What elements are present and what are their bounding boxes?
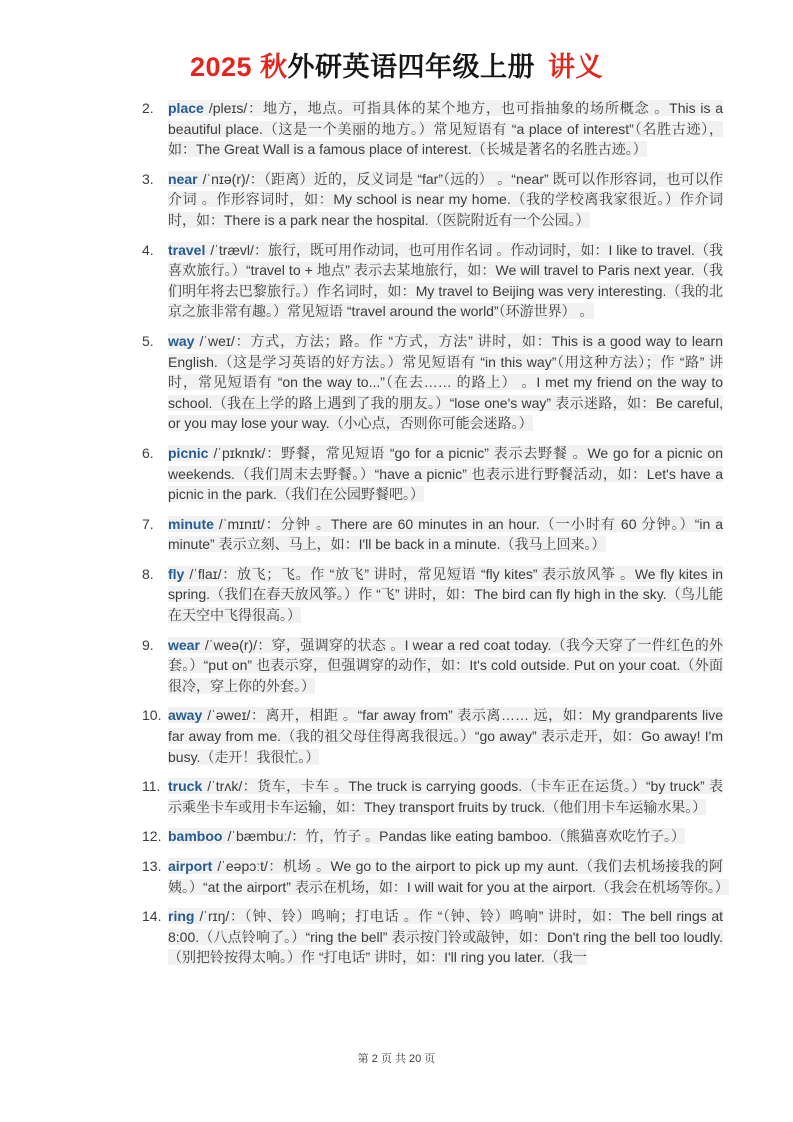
vocab-entry-away	[142, 705, 723, 767]
entry-phonetic: /ˈweə(r)/	[204, 636, 258, 653]
entry-phonetic: /pleɪs/	[208, 100, 248, 116]
vocab-entry-travel	[142, 240, 723, 322]
entry-text: ：（距离）近的，反义词是 “far”（远的） 。“near” 既可以作形容词，也可以作介词 。作形容词时，如：My school is near my home.（我的学校离我家很近。）作介词时，如：There is a park near the hospital.（医院附近有一个公园。）	[168, 170, 723, 228]
entry-word: minute	[168, 515, 214, 532]
entry-word: truck	[168, 778, 203, 795]
vocab-entry-minute	[142, 514, 723, 555]
entry-paragraph	[168, 826, 723, 847]
vocab-entry-picnic	[142, 443, 723, 505]
entry-word: wear	[168, 636, 200, 653]
entry-number: 4.	[142, 241, 154, 258]
entry-word: way	[168, 332, 195, 349]
entry-word: place	[168, 100, 204, 116]
entry-paragraph	[168, 331, 723, 434]
entry-word: fly	[168, 565, 185, 582]
entry-number: 6.	[142, 444, 154, 461]
entry-paragraph	[168, 776, 723, 817]
entry-word: away	[168, 707, 203, 724]
entry-phonetic: /ˈflaɪ/	[189, 565, 222, 582]
vocab-entry-airport	[142, 856, 729, 897]
entry-number: 3.	[142, 170, 154, 187]
entry-phonetic: /ˈtrævl/	[210, 241, 254, 258]
entry-word: travel	[168, 241, 206, 258]
entry-paragraph	[168, 169, 723, 231]
entry-phonetic: /ˈrɪŋ/	[199, 908, 230, 925]
vocab-entry-place	[142, 98, 723, 160]
entry-word: bamboo	[168, 828, 223, 845]
entry-phonetic: /ˈnɪə(r)/	[202, 170, 250, 187]
vocab-entry-wear	[142, 635, 723, 697]
entry-text: ：离开，相距 。“far away from” 表示离…… 远，如：My grandparents live far away from me.（我的祖父母住得离我很远。）“go away” 表示走开，如：Go away! I'm busy.（走开！我很忙。）	[168, 707, 723, 765]
vocab-entry-truck	[142, 776, 723, 817]
vocab-entry-fly	[142, 564, 723, 626]
entry-word: near	[168, 170, 198, 187]
title-course-name: 外研英语四年级上册	[287, 52, 536, 82]
entry-word: airport	[168, 858, 213, 874]
entry-number: 11.	[142, 778, 161, 795]
entry-text: ：旅行，既可用作动词，也可用作名词 。作动词时，如：I like to travel.（我喜欢旅行。）“travel to + 地点” 表示去某地旅行，如：We will travel to Paris next year.（我们明年将去巴黎旅行。）作名词时，如：My travel to Beijing was very interesting.（我的北京之旅非常有趣。）常见短语 “travel around the world”（环游世界） 。	[168, 241, 723, 320]
entry-phonetic: /ˈəweɪ/	[207, 707, 251, 724]
entry-text: ：竹，竹子 。Pandas like eating bamboo.（熊猫喜欢吃竹子。）	[291, 828, 685, 845]
entry-paragraph	[168, 98, 723, 160]
entry-number: 5.	[142, 332, 154, 349]
vocab-list	[0, 98, 793, 968]
entry-paragraph	[168, 856, 729, 897]
vocab-entry-near	[142, 169, 723, 231]
entry-number: 8.	[142, 565, 154, 582]
entry-text: ：机场 。We go to the airport to pick up my aunt.（我们去机场接我的阿姨。）“at the airport” 表示在机场，如：I will wait for you at the airport.（我会在机场等你。）	[168, 858, 729, 895]
entry-phonetic: /ˈmɪnɪt/	[218, 515, 265, 532]
entry-text: ：地方，地点。可指具体的某个地方，也可指抽象的场所概念 。This is a beautiful place.（这是一个美丽的地方。）常见短语有 “a place of interest”（名胜古迹），如：The Great Wall is a famous place of interest.（长城是著名的名胜古迹。）	[168, 100, 723, 158]
entry-text: ：穿，强调穿的状态 。I wear a red coat today.（我今天穿了一件红色的外套。）“put on” 也表示穿，但强调穿的动作，如：It's cold outside. Put on your coat.（外面很冷，穿上你的外套。）	[168, 636, 723, 694]
vocab-entry-ring	[142, 906, 723, 968]
entry-text: ：方式，方法；路。作 “方式，方法” 讲时，如：This is a good way to learn English.（这是学习英语的好方法。）常见短语有 “in this way”（用这种方法）；作 “路” 讲时，常见短语有 “on the way to...”（在去…… 的路上） 。I met my friend on the way to school.（我在上学的路上遇到了我的朋友。）“lose one's way” 表示迷路，如：Be careful, or you may lose your way.（小心点，否则你可能会迷路。）	[168, 332, 723, 432]
entry-number: 2.	[142, 100, 154, 116]
entry-number: 7.	[142, 515, 154, 532]
entry-paragraph	[168, 705, 723, 767]
entry-word: ring	[168, 908, 195, 925]
title-year-season: 2025 秋	[189, 52, 288, 82]
entry-number: 12.	[142, 828, 162, 845]
page-title	[0, 0, 793, 84]
entry-number: 10.	[142, 707, 162, 724]
entry-phonetic: /ˈbæmbuː/	[227, 828, 292, 845]
entry-text: ：野餐，常见短语 “go for a picnic” 表示去野餐 。We go for a picnic on weekends.（我们周末去野餐。）“have a picnic” 也表示进行野餐活动，如：Let's have a picnic in the park.（我们在公园野餐吧。）	[168, 444, 723, 503]
entry-paragraph	[168, 906, 723, 968]
title-suffix: 讲义	[548, 52, 604, 82]
entry-text: ：（钟、铃）鸣响；打电话 。作 “（钟、铃）鸣响” 讲时，如：The bell rings at 8:00.（八点铃响了。）“ring the bell” 表示按门铃或敲钟，如：Don't ring the bell too loudly.（别把铃按得太响。）作 “打电话” 讲时，如：I'll ring you later.（我一	[168, 908, 723, 966]
entry-number: 14.	[142, 908, 162, 925]
entry-paragraph	[168, 240, 723, 322]
entry-text: ：货车，卡车 。The truck is carrying goods.（卡车正在运货。）“by truck” 表示乘坐卡车或用卡车运输，如：They transport fruits by truck.（他们用卡车运输水果。）	[168, 778, 723, 815]
vocab-entry-way	[142, 331, 723, 434]
entry-paragraph	[168, 514, 723, 555]
entry-phonetic: /ˈeəpɔːt/	[217, 858, 268, 874]
entry-paragraph	[168, 443, 723, 505]
entry-phonetic: /ˈweɪ/	[199, 332, 235, 349]
entry-text: ：放飞；飞。作 “放飞” 讲时，常见短语 “fly kites” 表示放风筝 。We fly kites in spring.（我们在春天放风筝。）作 “飞” 讲时，如：The bird can fly high in the sky.（鸟儿能在天空中飞得很高。）	[168, 565, 723, 624]
page-footer	[0, 1050, 793, 1066]
vocab-entry-bamboo	[142, 826, 723, 847]
entry-phonetic: /ˈpɪknɪk/	[213, 444, 266, 461]
entry-phonetic: /ˈtrʌk/	[207, 778, 243, 795]
entry-paragraph	[168, 564, 723, 626]
entry-number: 13.	[142, 858, 162, 874]
page-number: 第 2 页 共 20 页	[357, 1053, 436, 1065]
entry-number: 9.	[142, 636, 154, 653]
entry-word: picnic	[168, 444, 209, 461]
entry-paragraph	[168, 635, 723, 697]
entry-text: ：分钟 。There are 60 minutes in an hour.（一小时有 60 分钟。）“in a minute” 表示立刻、马上，如：I'll be back in a minute.（我马上回来。）	[168, 515, 723, 553]
